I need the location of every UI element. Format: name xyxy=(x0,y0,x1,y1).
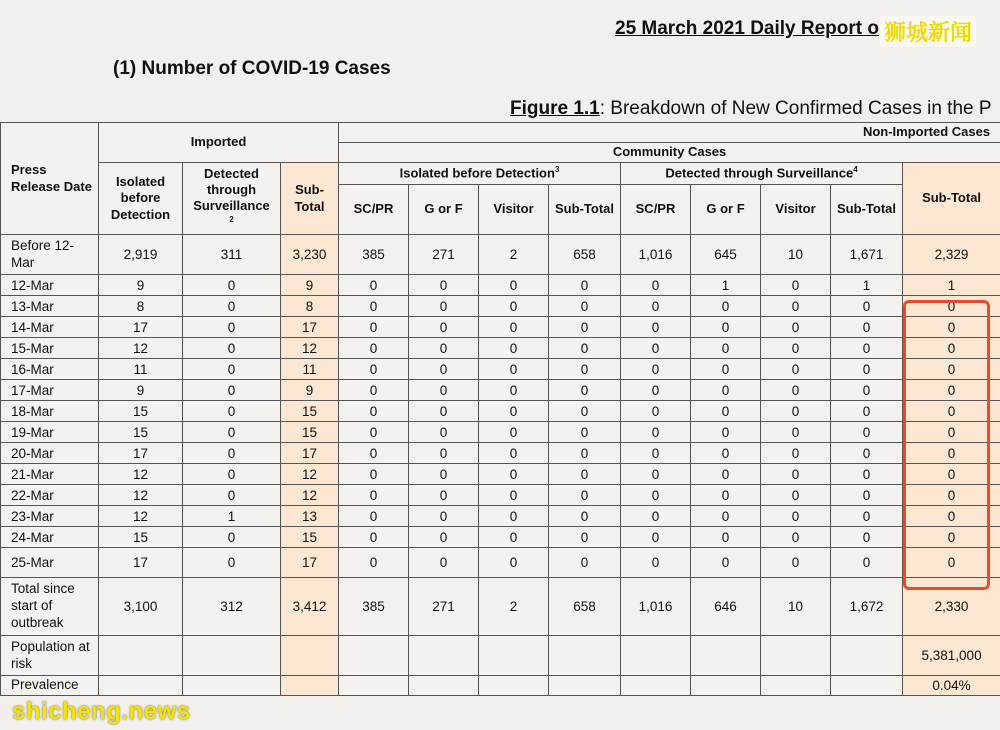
row-value: 1 xyxy=(183,506,281,527)
row-value: 0 xyxy=(409,506,479,527)
total-value: 3,412 xyxy=(281,578,339,636)
empty-cell xyxy=(409,676,479,696)
row-value: 0 xyxy=(479,359,549,380)
table-row xyxy=(1,296,1000,317)
row-value: 0 xyxy=(409,485,479,506)
row-value: 0 xyxy=(479,338,549,359)
highlight-red-box xyxy=(903,300,990,590)
row-value: 9 xyxy=(99,275,183,296)
table-row xyxy=(1,380,1000,401)
row-value: 0 xyxy=(831,443,903,464)
empty-cell xyxy=(831,636,903,676)
row-value: 12 xyxy=(99,485,183,506)
header-community-subtotal: Sub-Total xyxy=(903,163,1000,235)
row-value: 3,230 xyxy=(281,235,339,275)
total-value: 2 xyxy=(479,578,549,636)
row-value: 0 xyxy=(339,338,409,359)
row-value: 1,016 xyxy=(621,235,691,275)
row-value: 0 xyxy=(183,380,281,401)
row-value: 0 xyxy=(903,548,1000,578)
row-value: 0 xyxy=(549,359,621,380)
row-value: 0 xyxy=(339,275,409,296)
empty-cell xyxy=(691,676,761,696)
row-value: 0 xyxy=(339,401,409,422)
empty-cell xyxy=(621,676,691,696)
row-value: 2 xyxy=(479,235,549,275)
row-value: 0 xyxy=(691,443,761,464)
row-date: 12-Mar xyxy=(1,275,99,296)
row-value: 0 xyxy=(621,485,691,506)
section-title: (1) Number of COVID-19 Cases xyxy=(113,58,391,79)
row-value: 0 xyxy=(549,506,621,527)
row-value: 0 xyxy=(549,401,621,422)
row-value: 0 xyxy=(183,317,281,338)
total-value: 1,016 xyxy=(621,578,691,636)
row-value: 0 xyxy=(479,485,549,506)
row-value: 0 xyxy=(691,422,761,443)
row-value: 15 xyxy=(281,401,339,422)
header-detected-subtotal: Sub-Total xyxy=(831,185,903,235)
row-value: 0 xyxy=(691,548,761,578)
row-value: 0 xyxy=(691,401,761,422)
row-value: 0 xyxy=(831,485,903,506)
header-imp-detected xyxy=(183,163,281,235)
table-row xyxy=(1,422,1000,443)
header-isolated-before-detection xyxy=(339,163,621,185)
header-imp-isolated: Isolated before Detection xyxy=(99,163,183,235)
row-value: 0 xyxy=(761,548,831,578)
figure-text: : Breakdown of New Confirmed Cases in the P xyxy=(599,98,992,119)
row-value: 0 xyxy=(761,401,831,422)
header-detected-sup: 4 xyxy=(853,165,858,175)
header-non-imported: Non-Imported Cases xyxy=(339,123,1000,143)
table-row xyxy=(1,464,1000,485)
row-value: 0 xyxy=(339,317,409,338)
row-value: 0 xyxy=(831,317,903,338)
row-value: 0 xyxy=(549,527,621,548)
row-value: 0 xyxy=(761,443,831,464)
figure-label: Figure 1.1 xyxy=(510,98,600,119)
row-value: 0 xyxy=(183,275,281,296)
row-value: 0 xyxy=(903,506,1000,527)
row-value: 17 xyxy=(281,443,339,464)
table-body xyxy=(1,235,1000,696)
prevalence-row xyxy=(1,676,1000,696)
header-gorf: G or F xyxy=(691,185,761,235)
row-value: 0 xyxy=(549,380,621,401)
row-value: 2,919 xyxy=(99,235,183,275)
row-value: 0 xyxy=(479,548,549,578)
row-date: 22-Mar xyxy=(1,485,99,506)
table-row xyxy=(1,359,1000,380)
row-value: 1 xyxy=(831,275,903,296)
row-value: 0 xyxy=(549,338,621,359)
row-value: 0 xyxy=(903,422,1000,443)
empty-cell xyxy=(549,676,621,696)
row-value: 0 xyxy=(903,317,1000,338)
population-row xyxy=(1,636,1000,676)
population-value: 5,381,000 xyxy=(903,636,1000,676)
row-value: 0 xyxy=(549,464,621,485)
row-value: 12 xyxy=(99,506,183,527)
row-value: 0 xyxy=(339,464,409,485)
row-value: 0 xyxy=(549,275,621,296)
row-value: 0 xyxy=(549,485,621,506)
row-date: 19-Mar xyxy=(1,422,99,443)
table-row xyxy=(1,338,1000,359)
row-value: 0 xyxy=(183,359,281,380)
row-value: 0 xyxy=(903,359,1000,380)
row-value: 0 xyxy=(183,527,281,548)
row-value: 0 xyxy=(903,443,1000,464)
row-value: 0 xyxy=(621,401,691,422)
row-value: 1,671 xyxy=(831,235,903,275)
table-row xyxy=(1,527,1000,548)
row-value: 0 xyxy=(479,401,549,422)
empty-cell xyxy=(831,676,903,696)
report-title: 25 March 2021 Daily Report o xyxy=(615,18,879,39)
table-row xyxy=(1,317,1000,338)
row-value: 0 xyxy=(549,422,621,443)
row-value: 1 xyxy=(691,275,761,296)
row-value: 0 xyxy=(691,317,761,338)
header-isolated-text: Isolated before Detection xyxy=(399,165,555,181)
row-value: 0 xyxy=(691,359,761,380)
empty-cell xyxy=(281,636,339,676)
empty-cell xyxy=(549,636,621,676)
row-value: 0 xyxy=(761,527,831,548)
row-value: 0 xyxy=(339,422,409,443)
row-value: 0 xyxy=(409,380,479,401)
row-value: 0 xyxy=(409,296,479,317)
row-value: 0 xyxy=(621,422,691,443)
row-value: 0 xyxy=(183,401,281,422)
empty-cell xyxy=(691,636,761,676)
table-row xyxy=(1,235,1000,275)
row-value: 0 xyxy=(691,338,761,359)
header-imported: Imported xyxy=(99,123,339,163)
row-value: 0 xyxy=(479,527,549,548)
row-value: 9 xyxy=(281,380,339,401)
total-row xyxy=(1,578,1000,636)
row-value: 0 xyxy=(621,296,691,317)
watermark-top: 狮城新闻 xyxy=(880,16,976,47)
row-value: 10 xyxy=(761,235,831,275)
row-value: 0 xyxy=(831,401,903,422)
row-value: 0 xyxy=(479,275,549,296)
row-value: 0 xyxy=(479,506,549,527)
row-value: 0 xyxy=(183,464,281,485)
total-value: 312 xyxy=(183,578,281,636)
header-imp-subtotal: Sub-Total xyxy=(281,163,339,235)
total-value: 10 xyxy=(761,578,831,636)
prevalence-label: Prevalence xyxy=(1,676,99,696)
row-value: 0 xyxy=(903,527,1000,548)
row-date: 24-Mar xyxy=(1,527,99,548)
row-value: 658 xyxy=(549,235,621,275)
row-value: 12 xyxy=(99,338,183,359)
row-value: 0 xyxy=(549,443,621,464)
cases-table xyxy=(0,122,1000,696)
row-value: 0 xyxy=(831,464,903,485)
row-date: 15-Mar xyxy=(1,338,99,359)
row-value: 0 xyxy=(903,380,1000,401)
row-date: 20-Mar xyxy=(1,443,99,464)
row-value: 0 xyxy=(549,548,621,578)
row-value: 0 xyxy=(339,485,409,506)
row-value: 0 xyxy=(761,485,831,506)
row-value: 12 xyxy=(281,338,339,359)
row-date: 16-Mar xyxy=(1,359,99,380)
row-value: 0 xyxy=(621,275,691,296)
row-value: 17 xyxy=(99,317,183,338)
row-value: 0 xyxy=(903,338,1000,359)
row-value: 17 xyxy=(99,443,183,464)
empty-cell xyxy=(339,636,409,676)
table-row xyxy=(1,506,1000,527)
row-value: 0 xyxy=(183,338,281,359)
row-value: 0 xyxy=(339,380,409,401)
row-value: 0 xyxy=(183,296,281,317)
row-value: 1 xyxy=(903,275,1000,296)
row-date: 14-Mar xyxy=(1,317,99,338)
row-value: 385 xyxy=(339,235,409,275)
row-value: 0 xyxy=(183,443,281,464)
row-value: 0 xyxy=(831,506,903,527)
empty-cell xyxy=(479,676,549,696)
header-scpr: SC/PR xyxy=(339,185,409,235)
row-value: 0 xyxy=(831,527,903,548)
total-value: 2,330 xyxy=(903,578,1000,636)
row-date: 17-Mar xyxy=(1,380,99,401)
total-value: 271 xyxy=(409,578,479,636)
row-value: 0 xyxy=(621,527,691,548)
empty-cell xyxy=(761,636,831,676)
row-value: 0 xyxy=(479,296,549,317)
row-value: 0 xyxy=(903,485,1000,506)
row-value: 15 xyxy=(281,422,339,443)
header-isolated-subtotal: Sub-Total xyxy=(549,185,621,235)
row-value: 0 xyxy=(409,359,479,380)
header-detected-through-surveillance xyxy=(621,163,903,185)
row-value: 15 xyxy=(281,527,339,548)
row-value: 0 xyxy=(621,317,691,338)
row-value: 17 xyxy=(281,317,339,338)
prevalence-value: 0.04% xyxy=(903,676,1000,696)
row-value: 0 xyxy=(691,485,761,506)
row-value: 2,329 xyxy=(903,235,1000,275)
total-value: 658 xyxy=(549,578,621,636)
empty-cell xyxy=(183,636,281,676)
row-value: 8 xyxy=(99,296,183,317)
row-value: 0 xyxy=(691,464,761,485)
row-value: 0 xyxy=(549,317,621,338)
row-date: 18-Mar xyxy=(1,401,99,422)
row-value: 11 xyxy=(281,359,339,380)
row-value: 9 xyxy=(281,275,339,296)
row-value: 0 xyxy=(761,464,831,485)
row-value: 0 xyxy=(479,317,549,338)
empty-cell xyxy=(281,676,339,696)
row-value: 8 xyxy=(281,296,339,317)
row-value: 17 xyxy=(281,548,339,578)
table-row xyxy=(1,401,1000,422)
row-value: 0 xyxy=(831,338,903,359)
row-value: 0 xyxy=(339,359,409,380)
row-value: 12 xyxy=(281,485,339,506)
header-gorf: G or F xyxy=(409,185,479,235)
row-value: 0 xyxy=(761,338,831,359)
table-row xyxy=(1,443,1000,464)
header-imp-detected-text: Detected through Surveillance xyxy=(193,165,270,214)
header-imp-detected-sup: 2 xyxy=(229,214,234,224)
row-value: 9 xyxy=(99,380,183,401)
row-value: 0 xyxy=(621,338,691,359)
row-value: 0 xyxy=(831,548,903,578)
row-value: 0 xyxy=(409,548,479,578)
total-value: 646 xyxy=(691,578,761,636)
row-date: 23-Mar xyxy=(1,506,99,527)
empty-cell xyxy=(479,636,549,676)
row-value: 0 xyxy=(621,380,691,401)
row-value: 0 xyxy=(339,443,409,464)
row-value: 0 xyxy=(903,464,1000,485)
total-value: 3,100 xyxy=(99,578,183,636)
row-value: 0 xyxy=(761,422,831,443)
watermark-bottom: shicheng.news xyxy=(12,698,191,725)
empty-cell xyxy=(761,676,831,696)
row-value: 0 xyxy=(621,443,691,464)
row-value: 12 xyxy=(281,464,339,485)
row-value: 15 xyxy=(99,401,183,422)
row-value: 0 xyxy=(621,359,691,380)
row-value: 12 xyxy=(99,464,183,485)
row-date: Before 12-Mar xyxy=(1,235,99,275)
row-value: 0 xyxy=(183,422,281,443)
row-value: 0 xyxy=(409,527,479,548)
row-value: 0 xyxy=(831,296,903,317)
row-date: 21-Mar xyxy=(1,464,99,485)
row-value: 0 xyxy=(183,485,281,506)
row-value: 0 xyxy=(691,296,761,317)
empty-cell xyxy=(409,636,479,676)
row-date: 25-Mar xyxy=(1,548,99,578)
row-value: 0 xyxy=(831,380,903,401)
row-value: 0 xyxy=(691,380,761,401)
empty-cell xyxy=(621,636,691,676)
header-visitor: Visitor xyxy=(761,185,831,235)
header-visitor: Visitor xyxy=(479,185,549,235)
row-value: 0 xyxy=(761,296,831,317)
row-value: 0 xyxy=(479,422,549,443)
row-value: 0 xyxy=(183,548,281,578)
row-value: 17 xyxy=(99,548,183,578)
row-value: 0 xyxy=(903,401,1000,422)
row-value: 0 xyxy=(479,464,549,485)
table-row xyxy=(1,485,1000,506)
empty-cell xyxy=(99,676,183,696)
header-community-cases: Community Cases xyxy=(339,143,1000,163)
row-value: 15 xyxy=(99,422,183,443)
header-scpr: SC/PR xyxy=(621,185,691,235)
row-value: 0 xyxy=(691,506,761,527)
population-label: Population at risk xyxy=(1,636,99,676)
total-value: 385 xyxy=(339,578,409,636)
header-detected-text: Detected through Surveillance xyxy=(665,165,854,181)
row-value: 0 xyxy=(549,296,621,317)
row-value: 0 xyxy=(409,464,479,485)
row-value: 11 xyxy=(99,359,183,380)
row-value: 0 xyxy=(621,548,691,578)
total-label: Total since start of outbreak xyxy=(1,578,99,636)
row-value: 0 xyxy=(761,317,831,338)
empty-cell xyxy=(183,676,281,696)
row-value: 0 xyxy=(409,275,479,296)
total-value: 1,672 xyxy=(831,578,903,636)
row-value: 0 xyxy=(691,527,761,548)
row-value: 0 xyxy=(409,401,479,422)
row-value: 0 xyxy=(761,275,831,296)
row-value: 0 xyxy=(621,464,691,485)
row-value: 0 xyxy=(479,443,549,464)
row-value: 15 xyxy=(99,527,183,548)
figure-caption xyxy=(510,98,992,120)
row-value: 0 xyxy=(621,506,691,527)
row-value: 0 xyxy=(903,296,1000,317)
row-value: 0 xyxy=(831,422,903,443)
row-value: 0 xyxy=(409,338,479,359)
row-value: 0 xyxy=(339,527,409,548)
row-value: 0 xyxy=(479,380,549,401)
row-value: 0 xyxy=(409,422,479,443)
row-date: 13-Mar xyxy=(1,296,99,317)
row-value: 0 xyxy=(761,380,831,401)
row-value: 0 xyxy=(409,443,479,464)
row-value: 0 xyxy=(761,359,831,380)
row-value: 0 xyxy=(339,506,409,527)
row-value: 0 xyxy=(761,506,831,527)
row-value: 645 xyxy=(691,235,761,275)
empty-cell xyxy=(339,676,409,696)
row-value: 0 xyxy=(339,548,409,578)
empty-cell xyxy=(99,636,183,676)
row-value: 13 xyxy=(281,506,339,527)
header-isolated-sup: 3 xyxy=(554,165,560,175)
row-value: 311 xyxy=(183,235,281,275)
row-value: 0 xyxy=(409,317,479,338)
row-value: 0 xyxy=(339,296,409,317)
header-press-release-date: Press Release Date xyxy=(1,123,99,235)
row-value: 271 xyxy=(409,235,479,275)
table-row xyxy=(1,548,1000,578)
table-row xyxy=(1,275,1000,296)
row-value: 0 xyxy=(831,359,903,380)
